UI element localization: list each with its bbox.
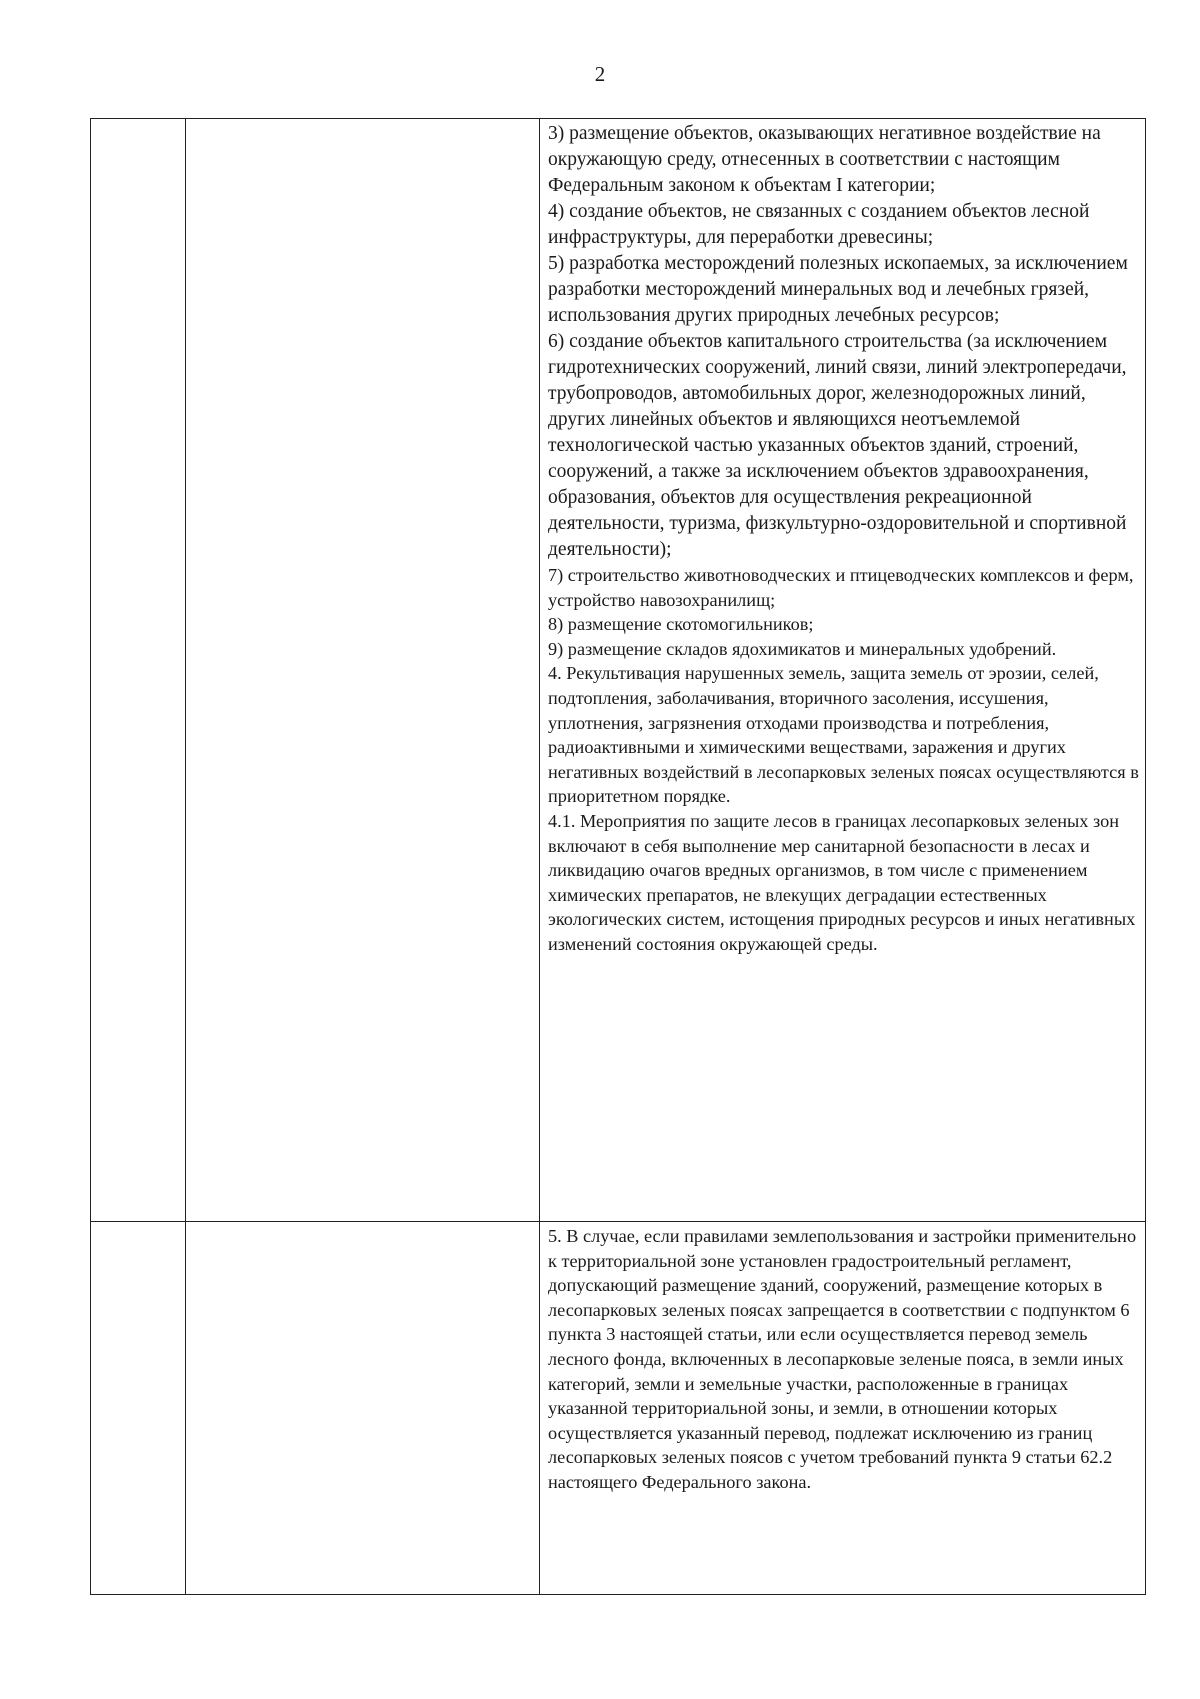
table-row-2-col-1: [90, 1221, 185, 1595]
paragraph: 6) создание объектов капитального строительства (за исключением гидротехнических сооружений, линий связи, линий электропередачи, трубопроводов, автомобильных дорог, железнодорожных линий, других линейных объектов и являющихся неотъемлемой технологической частью указанных объектов зданий, строений, сооружений, а также за исключением объектов здравоохранения, образования, объектов для осуществления рекреационной деятельности, туризма, физкультурно-оздоровительной и спортивной деятельности);: [548, 331, 1127, 560]
paragraph: 4) создание объектов, не связанных с созданием объектов лесной инфраструктуры, для переработки древесины;: [548, 201, 1090, 248]
table-row-1-col-1: [90, 118, 185, 1221]
paragraph: 4.1. Мероприятия по защите лесов в границах лесопарковых зеленых зон включают в себя выполнение мер санитарной безопасности в лесах и ликвидацию очагов вредных организмов, в том числе с применением химических препаратов, не влекущих деградации естественных экологических систем, истощения природных ресурсов и иных негативных изменений состояния окружающей среды.: [548, 810, 1136, 954]
paragraph: 7) строительство животноводческих и птицеводческих комплексов и ферм, устройство навозохранилищ;: [548, 565, 1134, 610]
table-row-1-text-cell: [539, 118, 1146, 1221]
paragraph: 3) размещение объектов, оказывающих негативное воздействие на окружающую среду, отнесенных в соответствии с настоящим Федеральным законом к объектам I категории;: [548, 123, 1101, 196]
paragraph: 5. В случае, если правилами землепользования и застройки применительно к территориальной зоне установлен градостроительный регламент, допускающий размещение зданий, сооружений, размещение которых в лесопарковых зеленых поясах запрещается в соответствии с подпунктом 6 пункта 3 настоящей статьи, или если осуществляется перевод земель лесного фонда, включенных в лесопарковые зеленые пояса, в земли иных категорий, земли и земельные участки, расположенные в границах указанной территориальной зоны, и земли, в отношении которых осуществляется указанный перевод, подлежат исключению из границ лесопарковых зеленых поясов с учетом требований пункта 9 статьи 62.2 настоящего Федерального закона.: [548, 1226, 1137, 1492]
table-row-2-col-2: [185, 1221, 539, 1595]
paragraph: 4. Рекультивация нарушенных земель, защита земель от эрозии, селей, подтопления, заболачивания, вторичного засоления, иссушения, уплотнения, загрязнения отходами производства и потребления, радиоактивными и химическими веществами, заражения и других негативных воздействий в лесопарковых зеленых поясах осуществляются в приоритетном порядке.: [548, 663, 1139, 807]
paragraph: 9) размещение складов ядохимикатов и минеральных удобрений.: [548, 638, 1057, 659]
table-row-1-col-2: [185, 118, 539, 1221]
page-number: 2: [594, 62, 606, 86]
table-row-2-text-cell: [539, 1221, 1146, 1595]
paragraph: 8) размещение скотомогильников;: [548, 614, 814, 635]
paragraph: 5) разработка месторождений полезных ископаемых, за исключением разработки месторождений минеральных вод и лечебных грязей, использования других природных лечебных ресурсов;: [548, 253, 1128, 326]
